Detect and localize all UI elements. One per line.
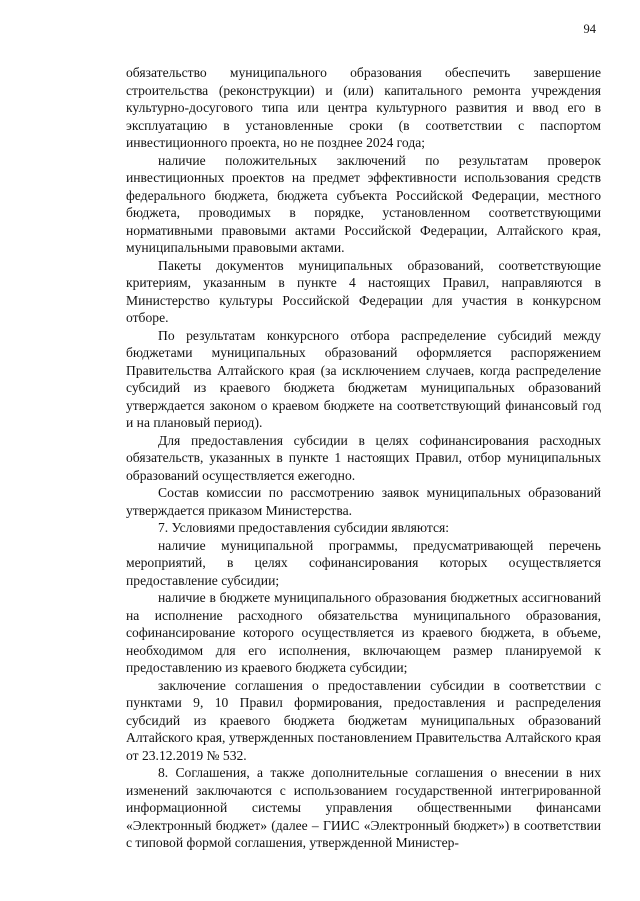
paragraph: 8. Соглашения, а также дополнительные соглашения о внесении в них изменений заключаются с использованием государственной интегрированной информационной системы управления общественными финансами «Электронный бюджет» (далее – ГИИС «Электронный бюджет») в соответствии с типовой формой соглашения, утвержденной Министер- [126, 765, 601, 850]
document-body [126, 64, 601, 852]
paragraph: 7. Условиями предоставления субсидии являются: [158, 520, 450, 535]
paragraph: Состав комиссии по рассмотрению заявок муниципальных образований утверждается приказом Министерства. [126, 485, 601, 518]
paragraph: Для предоставления субсидии в целях софинансирования расходных обязательств, указанных в пункте 1 настоящих Правил, отбор муниципальных образований осуществляется ежегодно. [126, 432, 601, 483]
paragraph: обязательство муниципального образования обеспечить завершение строительства (реконструкции) и (или) капитального ремонта учреждения культурно-досугового типа или центра культурного развития и ввод его в эксплуатацию в установленные сроки (в соответствии с паспортом инвестиционного проекта, но не позднее 2024 года; [126, 65, 601, 150]
paragraph: наличие муниципальной программы, предусматривающей перечень мероприятий, в целях софинансирования которых осуществляется предоставление субсидии; [126, 537, 601, 588]
page-number: 94 [583, 22, 596, 36]
paragraph: заключение соглашения о предоставлении субсидии в соответствии с пунктами 9, 10 Правил формирования, предоставления и распределения субсидий из краевого бюджета бюджетам муниципальных образований Алтайского края, утвержденных постановлением Правительства Алтайского края от 23.12.2019 № 532. [126, 677, 601, 763]
paragraph: наличие в бюджете муниципального образования бюджетных ассигнований на исполнение расходного обязательства муниципального образования, софинансирование которого осуществляется из краевого бюджета, в объеме, необходимом для его исполнения, включающем размер планируемой к предоставлению из краевого бюджета субсидии; [126, 590, 601, 675]
paragraph: По результатам конкурсного отбора распределение субсидий между бюджетами муниципальных образований оформляется распоряжением Правительства Алтайского края (за исключением случаев, когда распределение субсидий из краевого бюджета бюджетам муниципальных образований утверждается законом о краевом бюджете на соответствующий финансовый год и на плановый период). [126, 327, 601, 430]
paragraph: Пакеты документов муниципальных образований, соответствующие критериям, указанным в пункте 4 настоящих Правил, направляются в Министерство культуры Российской Федерации для участия в конкурсном отборе. [126, 257, 601, 325]
paragraph: наличие положительных заключений по результатам проверок инвестиционных проектов на предмет эффективности использования средств федерального бюджета, бюджета субъекта Российской Федерации, местного бюджета, проводимых в порядке, установленном соответствующими нормативными правовыми актами Российской Федерации, Алтайского края, муниципальными правовыми актами. [126, 152, 601, 255]
